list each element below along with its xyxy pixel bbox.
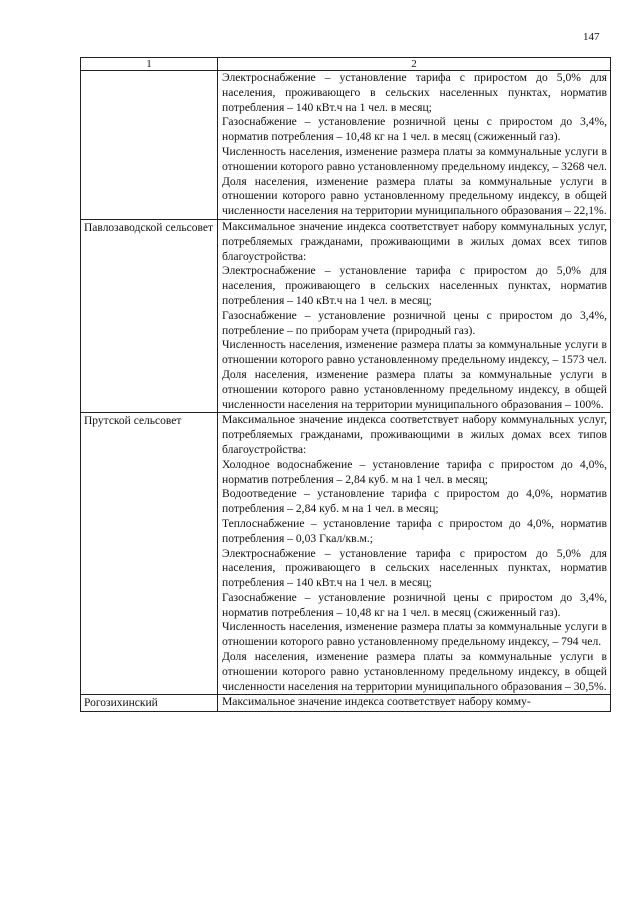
paragraph: Максимальное значение индекса соответствует набору комму- [222,695,531,709]
paragraph: Численность населения, изменение размера платы за коммунальные услуги в отношении которого равно установленному предельному индексу, – 3268 чел. [222,144,607,173]
paragraph: Электроснабжение – установление тарифа с приростом до 5,0% для населения, проживающего в сельских населенных пунктах, норматив потребления – 140 кВт.ч на 1 чел. в месяц; [222,264,607,307]
table-row [81,71,611,220]
municipality-name [81,71,218,220]
paragraph: Доля населения, изменение размера платы за коммунальные услуги в отношении которого равно установленному предельному индексу, в общей численности населения на территории муниципального образования – 22,1%. [222,174,607,218]
municipality-name: Рогозихинский [81,695,218,712]
page-number: 147 [583,31,600,43]
paragraph: Водоотведение – установление тарифа с приростом до 4,0%, норматив потребления – 2,84 куб. м на 1 чел. в месяц; [222,487,607,516]
tariff-table [80,57,611,712]
paragraph: Электроснабжение – установление тарифа с приростом до 5,0% для населения, проживающего в сельских населенных пунктах, норматив потребления – 140 кВт.ч на 1 чел. в месяц; [222,546,607,590]
paragraph: Доля населения, изменение размера платы за коммунальные услуги в отношении которого равно установленному предельному индексу, в общей численности населения на территории муниципального образования – 30,5%. [222,650,607,693]
municipality-name: Павлозаводской сельсовет [81,219,218,412]
paragraph: Газоснабжение – установление розничной цены с приростом до 3,4%, норматив потребления – 10,48 кг на 1 чел. в месяц (сжиженный газ). [222,590,607,619]
table-row [81,219,611,412]
paragraph: Максимальное значение индекса соответствует набору коммунальных услуг, потребляемых гражданами, проживающими в жилых домах всех типов благоустройства: [222,413,607,456]
paragraph: Доля населения, изменение размера платы за коммунальные услуги в отношении которого равно установленному предельному индексу, в общей численности населения на территории муниципального образования – 100%. [222,367,607,411]
paragraph: Электроснабжение – установление тарифа с приростом до 5,0% для населения, проживающего в сельских населенных пунктах, норматив потребления – 140 кВт.ч на 1 чел. в месяц; [222,71,607,114]
paragraph: Максимальное значение индекса соответствует набору коммунальных услуг, потребляемых гражданами, проживающими в жилых домах всех типов благоустройства: [222,219,607,263]
paragraph: Теплоснабжение – установление тарифа с приростом до 4,0%, норматив потребления – 0,03 Гкал/кв.м.; [222,516,607,545]
index-description [218,71,611,220]
column-header-2: 2 [218,58,611,71]
table-row [81,695,611,712]
paragraph: Холодное водоснабжение – установление тарифа с приростом до 4,0%, норматив потребления – 2,84 куб. м на 1 чел. в месяц; [222,457,607,486]
column-header-1: 1 [81,58,218,71]
paragraph: Численность населения, изменение размера платы за коммунальные услуги в отношении которого равно установленному предельному индексу, – 794 чел. [222,620,607,649]
index-description [218,413,611,695]
paragraph: Газоснабжение – установление розничной цены с приростом до 3,4%, норматив потребления – 10,48 кг на 1 чел. в месяц (сжиженный газ). [222,115,607,144]
index-description [218,219,611,412]
index-description [218,695,611,712]
municipality-name: Прутской сельсовет [81,413,218,695]
table-header-row [81,58,611,71]
table-row [81,413,611,695]
paragraph: Численность населения, изменение размера платы за коммунальные услуги в отношении которого равно установленному предельному индексу, – 1573 чел. [222,338,607,367]
paragraph: Газоснабжение – установление розничной цены с приростом до 3,4%, потребление – по приборам учета (природный газ). [222,308,607,337]
